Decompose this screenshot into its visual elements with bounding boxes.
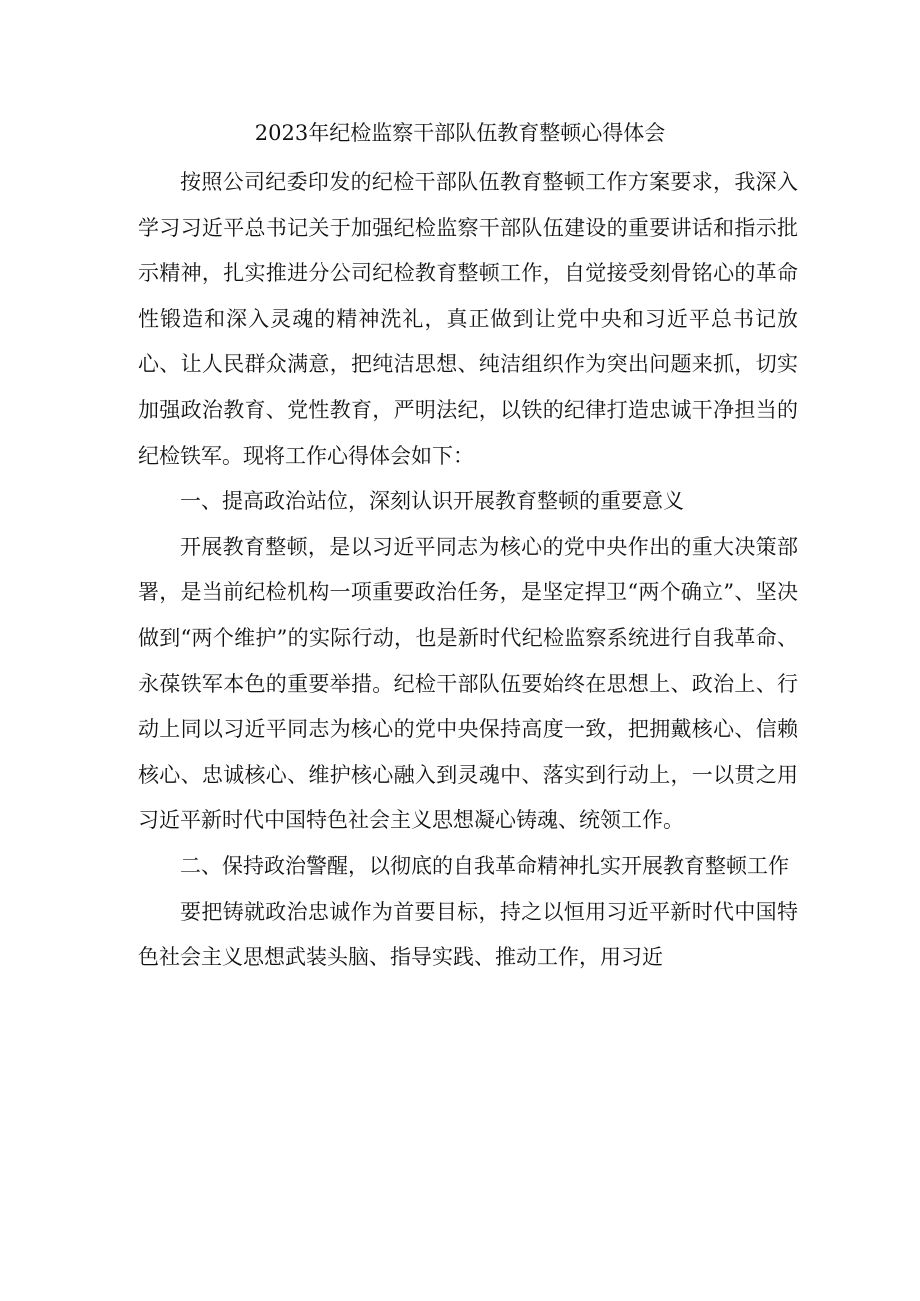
- document-title: 2023年纪检监察干部队伍教育整顿心得体会: [254, 121, 666, 145]
- section-heading-1: 一、提高政治站位，深刻认识开展教育整顿的重要意义: [180, 489, 684, 514]
- paragraph-section-1: 开展教育整顿，是以习近平同志为核心的党中央作出的重大决策部署，是当前纪检机构一项重要政治任务，是坚定捍卫“两个确立”、坚决做到“两个维护”的实际行动，也是新时代纪检监察系统进行自我革命、永葆铁军本色的重要举措。纪检干部队伍要始终在思想上、政治上、行动上同以习近平同志为核心的党中央保持高度一致，把拥戴核心、信赖核心、忠诚核心、维护核心融入到灵魂中、落实到行动上，一以贯之用习近平新时代中国特色社会主义思想凝心铸魂、统领工作。: [138, 534, 798, 833]
- section-heading-2: 二、保持政治警醒，以彻底的自我革命精神扎实开展教育整顿工作: [180, 853, 789, 878]
- document-body: [138, 160, 798, 981]
- paragraph-section-2: 要把铸就政治忠诚作为首要目标，持之以恒用习近平新时代中国特色社会主义思想武装头脑、指导实践、推动工作，用习近: [138, 899, 798, 970]
- paragraph-intro: 按照公司纪委印发的纪检干部队伍教育整顿工作方案要求，我深入学习习近平总书记关于加强纪检监察干部队伍建设的重要讲话和指示批示精神，扎实推进分公司纪检教育整顿工作，自觉接受刻骨铭心的革命性锻造和深入灵魂的精神洗礼，真正做到让党中央和习近平总书记放心、让人民群众满意，把纯洁思想、纯洁组织作为突出问题来抓，切实加强政治教育、党性教育，严明法纪，以铁的纪律打造忠诚干净担当的纪检铁军。现将工作心得体会如下：: [138, 170, 798, 468]
